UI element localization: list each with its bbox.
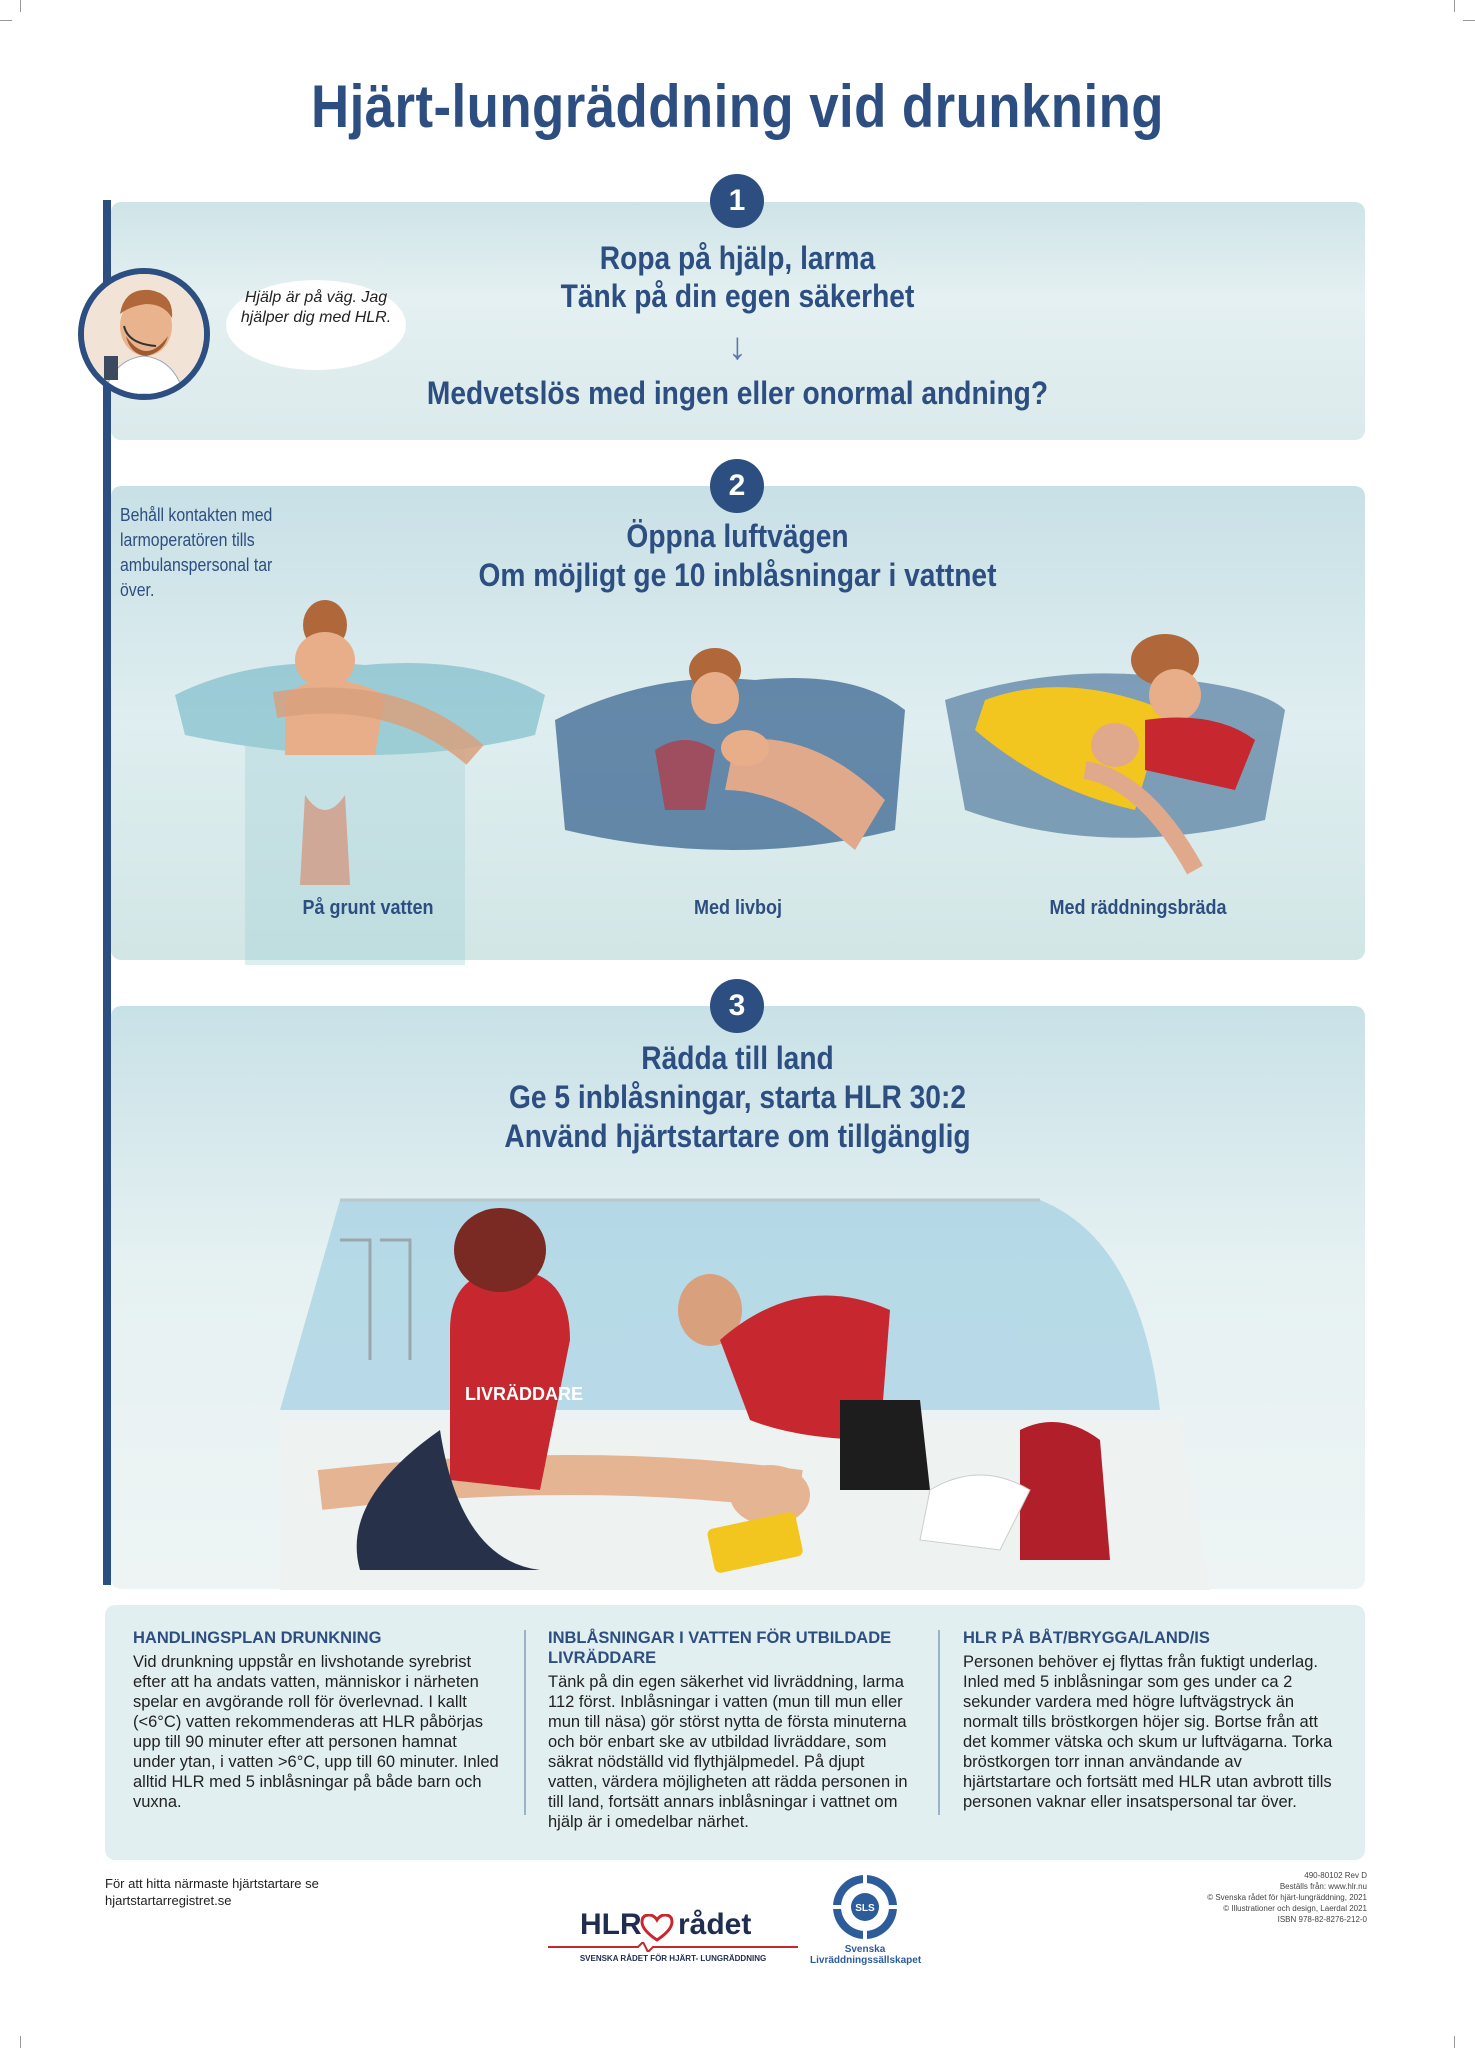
- livraddning-logo: [810, 1872, 920, 1972]
- info-heading-2: INBLÅSNINGAR I VATTEN FÖR UTBILDADE LIVRÄDDARE: [548, 1629, 892, 1667]
- step-1-badge: 1: [710, 174, 764, 228]
- crop-mark: [20, 2036, 21, 2048]
- caption-rescue-board: Med räddningsbräda: [1049, 897, 1227, 919]
- info-column-1: [133, 1628, 503, 1812]
- pub-order: Beställs från: www.hlr.nu: [1279, 1882, 1367, 1891]
- crop-mark: [0, 20, 12, 21]
- footer-note-line-1: För att hitta närmaste hjärtstartare se: [105, 1876, 319, 1891]
- speech-bubble: Hjälp är på väg. Jag hjälper dig med HLR.: [226, 280, 406, 370]
- vest-label: LIVRÄDDARE: [465, 1384, 584, 1404]
- info-column-3: [963, 1628, 1333, 1812]
- sls-name-line-2: Livräddningssällskapet: [810, 1955, 922, 1966]
- column-divider: [938, 1630, 940, 1815]
- page-title: Hjärt-lungräddning vid drunkning: [311, 73, 1164, 140]
- caption-buoy: Med livboj: [693, 897, 783, 919]
- pub-isbn: ISBN 978-82-8276-212-0: [1277, 1915, 1367, 1924]
- column-divider: [524, 1630, 526, 1815]
- step-1-question: Medvetslös med ingen eller onormal andning?: [426, 375, 1049, 411]
- step-3-badge: 3: [710, 979, 764, 1033]
- lifebuoy-emblem-icon: [830, 1872, 900, 1942]
- step-1-line-1: Ropa på hjälp, larma: [599, 240, 876, 276]
- svg-text:SLS: SLS: [855, 1903, 875, 1914]
- step-2-line-2: Om möjligt ge 10 inblåsningar i vattnet: [478, 557, 997, 593]
- buoy-illustration: [555, 630, 905, 890]
- step-1-line-2: Tänk på din egen säkerhet: [560, 278, 915, 314]
- info-heading-1: HANDLINGSPLAN DRUNKNING: [133, 1629, 382, 1647]
- info-body-1: Vid drunkning uppstår en livshotande syrebrist efter att ha andats vatten, människor i närheten spelar en avgörande roll för överlevnad. I kallt (<6°C) vatten rekommenderas att HLR påbörjas upp till 90 minuter efter att personen hamnat under ytan, i vatten >6°C, upp till 60 minuter. Inled alltid HLR med 5 inblåsningar på både barn och vuxna.: [133, 1653, 499, 1811]
- down-arrow-icon: ↓: [728, 326, 747, 368]
- cpr-scene-illustration: [280, 1160, 1280, 1590]
- heart-icon: [640, 1914, 674, 1942]
- crop-mark: [1454, 0, 1455, 12]
- pub-copyright-2: © Illustrationer och design, Laerdal 2021: [1223, 1904, 1367, 1913]
- footer-link[interactable]: hjartstartarregistret.se: [105, 1893, 232, 1908]
- sls-name: [810, 1944, 920, 1966]
- rescue-board-illustration: [945, 620, 1285, 880]
- hlr-radet-logo: [548, 1908, 798, 1968]
- logo-subtitle: SVENSKA RÅDET FÖR HJÄRT- LUNGRÄDDNING: [579, 1954, 767, 1963]
- caption-shallow-water: På grunt vatten: [302, 897, 434, 919]
- pub-copyright-1: © Svenska rådet för hjärt-lungräddning, 2021: [1207, 1893, 1367, 1902]
- info-body-3: Personen behöver ej flyttas från fuktigt underlag. Inled med 5 inblåsningar som ges under ca 2 sekunder vardera med högre luftvägstryck än normalt tills bröstkorgen höjer sig. Bortse från att det kommer vätska och skum ur luftvägarna. Torka bröstkorgen torr innan användande av hjärtstartare och fortsätt med HLR utan avbrott tills personen vaknar eller insatspersonal tar över.: [963, 1653, 1333, 1811]
- publication-info: [1207, 1870, 1367, 1925]
- operator-avatar: [78, 268, 210, 400]
- step-3-line-2: Ge 5 inblåsningar, starta HLR 30:2: [509, 1079, 966, 1115]
- ecg-line-icon: [548, 1942, 798, 1952]
- info-column-2: [548, 1628, 918, 1832]
- info-body-2: Tänk på din egen säkerhet vid livräddning, larma 112 först. Inblåsningar i vatten (mun till mun eller mun till näsa) gör störst nytta de första minuterna och bör enbart ske av utbildad livräddare, som säkrat nödställd vid flythjälpmedel. På djupt vatten, värdera möjligheten att rädda personen in till land, fortsätt annars inblåsningar i vattnet om hjälp är i omedelbar närhet.: [548, 1673, 908, 1831]
- footer-note: [105, 1875, 319, 1909]
- pub-code: 490-80102 Rev D: [1304, 1871, 1367, 1880]
- sls-name-line-1: Svenska: [844, 1944, 886, 1955]
- logo-hlr-text: HLR: [580, 1908, 642, 1941]
- info-heading-3: HLR PÅ BÅT/BRYGGA/LAND/IS: [963, 1629, 1210, 1647]
- side-note: Behåll kontakten med larmoperatören tills ambulanspersonal tar över.: [120, 505, 273, 600]
- logo-radet-text: rådet: [678, 1908, 752, 1941]
- crop-mark: [1454, 2036, 1455, 2048]
- step-2-line-1: Öppna luftvägen: [626, 518, 849, 554]
- step-2-badge: 2: [710, 459, 764, 513]
- step-3-line-3: Använd hjärtstartare om tillgänglig: [504, 1118, 971, 1154]
- step-3-line-1: Rädda till land: [641, 1040, 834, 1076]
- crop-mark: [1463, 20, 1475, 21]
- crop-mark: [20, 0, 21, 12]
